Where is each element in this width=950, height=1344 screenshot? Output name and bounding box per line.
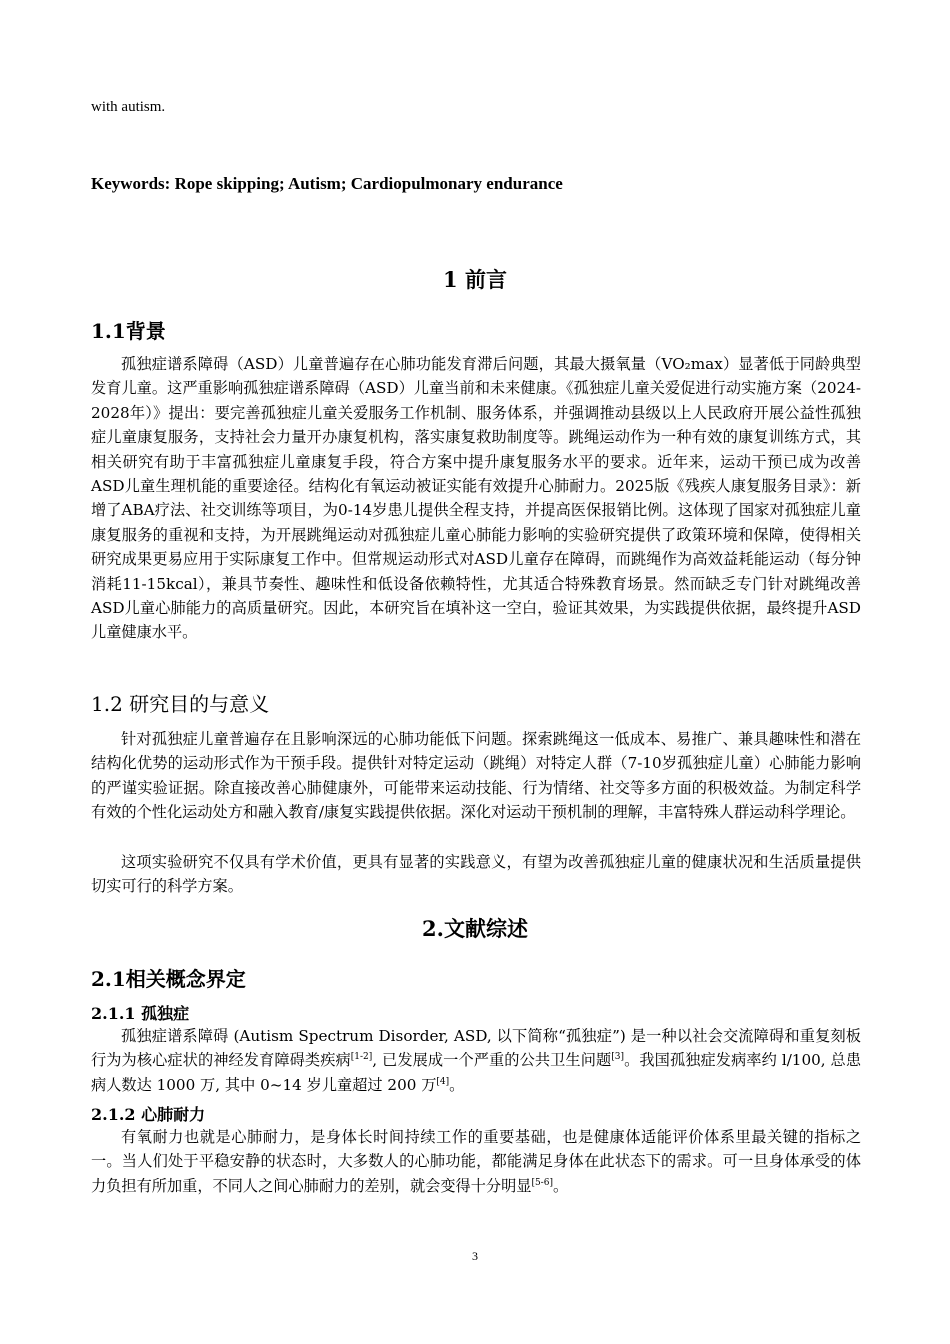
section-1-2-title: 1.2 研究目的与意义 bbox=[91, 692, 270, 716]
section-2-1-1-text-d: 。 bbox=[449, 1075, 465, 1094]
section-2-1-1-text-a: 孤独症谱系障碍 (Autism Spectrum Disorder, ASD, 以下简称“孤独症”) 是一种以社会交流障碍和重复刻板行为为核心症状的神经发育障碍类疾病 bbox=[91, 1027, 861, 1070]
section-2-1-2-title: 2.1.2 心肺耐力 bbox=[91, 1105, 206, 1124]
section-2-1-2-text-b: 。 bbox=[552, 1176, 569, 1195]
section-1-1-paragraph: 孤独症谱系障碍（ASD）儿童普遍存在心肺功能发育滞后问题，其最大摄氧量（VO₂max）显著低于同龄典型发育儿童。这严重影响孤独症谱系障碍（ASD）儿童当前和未来健康。《孤独症儿童关爱促进行动实施方案（2024-2028年）》提出：要完善孤独症儿童关爱服务工作机制、服务体系，并强调推动县级以上人民政府开展公益性孤独症儿童康复服务，支持社会力量开办康复机构，落实康复救助制度等。跳绳运动作为一种有效的康复训练方式，其相关研究有助于丰富孤独症儿童康复手段，符合方案中提升康复服务水平的要求。近年来，运动干预已成为改善ASD儿童生理机能的重要途径。结构化有氧运动被证实能有效提升心肺耐力。2025版《残疾人康复服务目录》：新增了ABA疗法、社交训练等项目，为0-14岁患儿提供全程支持，并提高医保报销比例。这体现了国家对孤独症儿童康复服务的重视和支持，为开展跳绳运动对孤独症儿童心肺能力影响的实验研究提供了政策环境和保障，使得相关研究成果更易应用于实际康复工作中。但常规运动形式对ASD儿童存在障碍，而跳绳作为高效益耗能运动（每分钟消耗11-15kcal），兼具节奏性、趣味性和低设备依赖特性，尤其适合特殊教育场景。然而缺乏专门针对跳绳改善ASD儿童心肺能力的高质量研究。因此，本研究旨在填补这一空白，验证其效果，为实践提供依据，最终提升ASD儿童健康水平。 bbox=[91, 355, 861, 642]
page-number: 3 bbox=[472, 1249, 478, 1263]
section-2-1-2-paragraph bbox=[91, 1125, 861, 1198]
section-2-1-1-text-b: , 已发展成一个严重的公共卫生问题 bbox=[372, 1051, 612, 1070]
section-2-1-1-title: 2.1.1 孤独症 bbox=[91, 1004, 190, 1023]
section-2-1-1-text-c: 。我国孤独症发病率约 l/100, 总患病人数达 1000 万, 其中 0~14 岁儿童超过 200 万 bbox=[91, 1051, 862, 1094]
section-2-1-1-paragraph bbox=[91, 1024, 861, 1097]
citation-3: [3] bbox=[611, 1052, 625, 1063]
section-1-title: 1 前言 bbox=[443, 267, 507, 292]
citation-4: [4] bbox=[436, 1076, 450, 1087]
section-2-title: 2.文献综述 bbox=[422, 916, 528, 941]
section-2-1-2-text-a: 有氧耐力也就是心肺耐力，是身体长时间持续工作的重要基础，也是健康体适能评价体系里最关键的指标之一。当人们处于平稳安静的状态时，大多数人的心肺功能，都能满足身体在此状态下的需求。可一旦身体承受的体力负担有所加重，不同人之间心肺耐力的差别，就会变得十分明显 bbox=[91, 1128, 861, 1195]
section-2-1-title: 2.1相关概念界定 bbox=[91, 967, 246, 991]
section-1-1-title: 1.1背景 bbox=[91, 319, 166, 343]
section-1-2-paragraph-1: 针对孤独症儿童普遍存在且影响深远的心肺功能低下问题。探索跳绳这一低成本、易推广、兼具趣味性和潜在结构化优势的运动形式作为干预手段。提供针对特定运动（跳绳）对特定人群（7-10岁孤独症儿童）心肺能力影响的严谨实验证据。除直接改善心肺健康外，可能带来运动技能、行为情绪、社交等多方面的积极效益。为制定科学有效的个性化运动处方和融入教育/康复实践提供依据。深化对运动干预机制的理解，丰富特殊人群运动科学理论。 bbox=[91, 730, 861, 822]
abstract-tail: with autism. bbox=[91, 99, 166, 115]
citation-5-6: [5-6] bbox=[531, 1177, 553, 1188]
citation-1-2: [1-2] bbox=[350, 1052, 373, 1063]
keywords-line: Keywords: Rope skipping; Autism; Cardiopulmonary endurance bbox=[91, 174, 563, 193]
section-1-2-paragraph-2: 这项实验研究不仅具有学术价值，更具有显著的实践意义，有望为改善孤独症儿童的健康状况和生活质量提供切实可行的科学方案。 bbox=[91, 853, 861, 896]
